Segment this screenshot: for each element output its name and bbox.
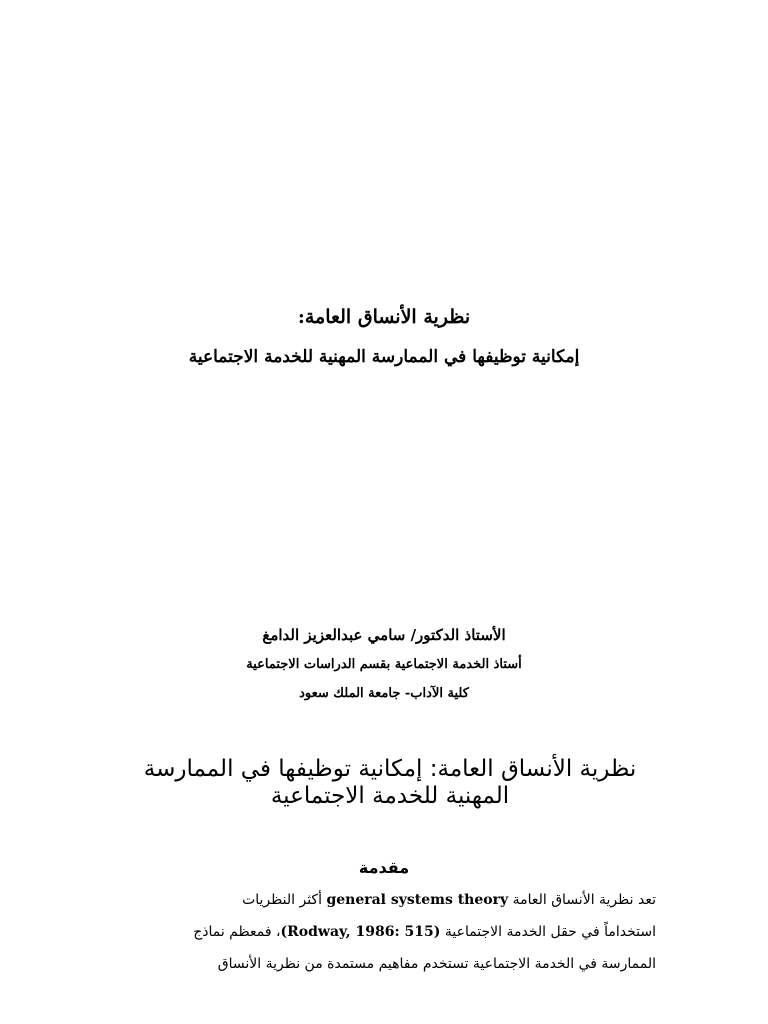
paragraph-text: أكثر النظريات xyxy=(242,892,322,908)
section-heading: مقدمة xyxy=(358,858,410,877)
paragraph-text: ، فمعظم نماذج xyxy=(193,924,281,940)
paragraph-latin-term: general systems theory xyxy=(326,892,509,908)
paragraph-text: تعد نظرية الأنساق العامة xyxy=(512,892,656,908)
paragraph-text: الممارسة في الخدمة الاجتماعية تستخدم مفاهيم مستمدة من نظرية الأنساق xyxy=(217,956,656,972)
paragraph-citation: (Rodway, 1986: 515) xyxy=(280,924,441,940)
main-title: نظرية الأنساق العامة: إمكانية توظيفها في الممارسة المهنية للخدمة الاجتماعية xyxy=(143,756,637,809)
author-name: الأستاذ الدكتور/ سامي عبدالعزيز الدامغ xyxy=(262,626,506,644)
paragraph-line-3 xyxy=(136,948,656,980)
author-position: أستاذ الخدمة الاجتماعية بقسم الدراسات الاجتماعية xyxy=(246,657,522,672)
paragraph-text: استخداماً في حقل الخدمة الاجتماعية xyxy=(444,924,656,940)
cover-title-line-1: نظرية الأنساق العامة: xyxy=(297,306,471,328)
cover-title-line-2: إمكانية توظيفها في الممارسة المهنية للخدمة الاجتماعية xyxy=(188,347,580,367)
paragraph-line-2 xyxy=(136,916,656,948)
paragraph-line-1 xyxy=(96,884,656,916)
author-affiliation: كلية الآداب- جامعة الملك سعود xyxy=(299,686,469,701)
